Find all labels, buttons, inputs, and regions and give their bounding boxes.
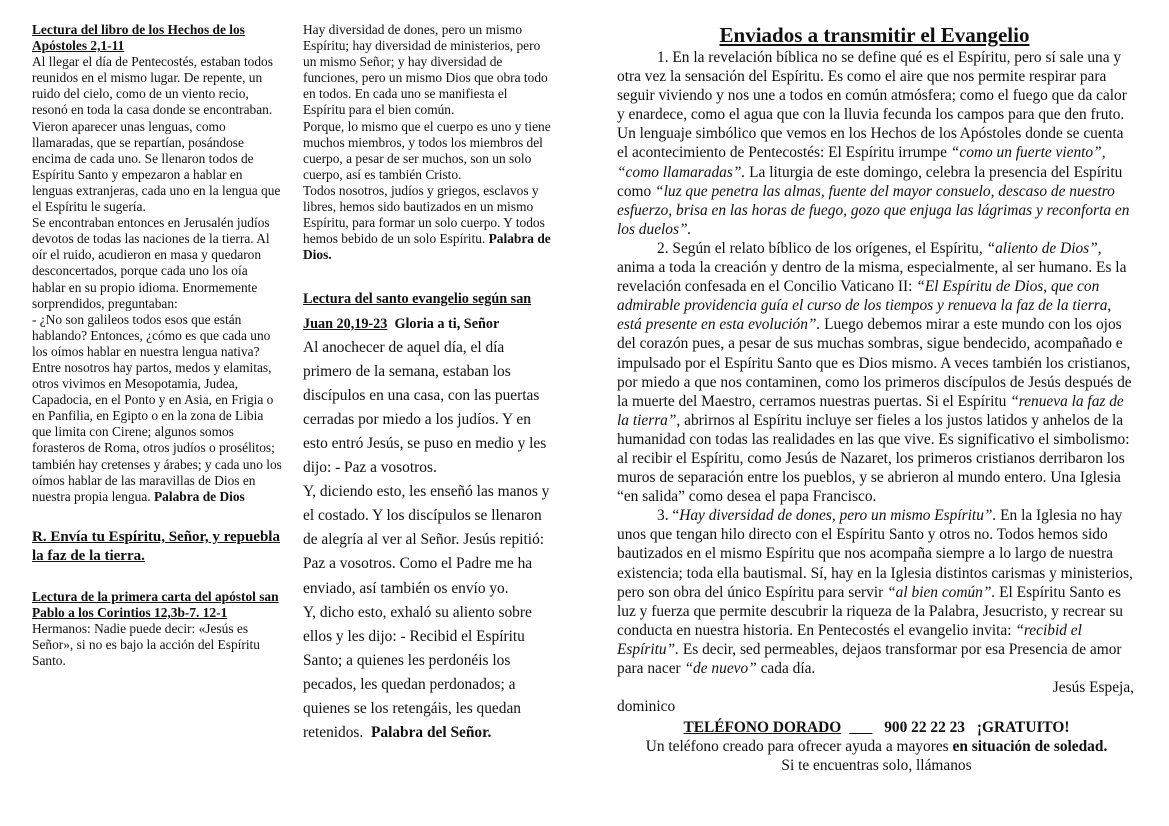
text-run: 1. En la revelación bíblica no se define qué es el Espíritu, pero sí sale una y otra vez la sensación del Espíritu. Es como el aire que nos permite respirar para seguir viviendo y nos une a todos en común atmósfera; como el fuego que da calor y enardece, como el agua que con la lluvia fecunda los campos para que den fruto. Un lenguaje simbólico que vemos en los Hechos de los Apóstoles donde se cuenta el acontecimiento de Pentecostés: El Espíritu irrumpe	[617, 49, 1127, 162]
gospel-acclamation: Gloria a ti, Señor	[394, 315, 500, 332]
commentary-paragraph-2	[617, 239, 1136, 506]
gospel-paragraph: Y, diciendo esto, les enseñó las manos y el costado. Y los discípulos se llenaron de alegría al ver al Señor. Jesús repitió: Paz a vosotros. Como el Padre me ha enviado, así también os envío yo.	[303, 483, 550, 597]
phone-banner	[617, 718, 1136, 737]
italic-quote: “luz que penetra las almas, fuente del mayor consuelo, descaso de nuestro esfuerzo, brisa en las horas de fuego, gozo que enjuga las lágrimas y reconforta en los duelos”.	[617, 182, 1130, 238]
first-reading-text: Entre nosotros hay partos, medos y elamitas, otros vivimos en Mesopotamia, Judea, Capadocia, en el Ponto y en Asia, en Frigia o en Panfilia, en Egipto o en la zona de Libia que limita con Cirene; algunos somos forasteros de Roma, otros judíos o prosélitos; también hay cretenses y árabes; y cada uno los oímos hablar de las maravillas de Dios en nuestra propia lengua.	[32, 359, 282, 504]
second-reading-heading: Lectura de la primera carta del apóstol san Pablo a los Corintios 12,3b-7. 12-1	[32, 588, 279, 620]
commentary-title: Enviados a transmitir el Evangelio	[719, 23, 1030, 47]
first-reading-closing: Palabra de Dios	[153, 488, 245, 504]
italic-quote: “recibid el Espíritu”.	[617, 621, 1082, 658]
signature-line	[617, 678, 1136, 697]
second-reading-closing: Palabra de Dios.	[303, 231, 551, 263]
italic-quote: “renueva la faz de la tierra”,	[617, 392, 1124, 429]
text-run: Luego debemos mirar a este mundo con los ojos del corazón pues, a pesar de sus muchas sombras, sigue bendecido, acompañado e impulsado por el Espíritu Santo que es Dios mismo. A veces también los cristianos, por miedo a que nos contaminen, como los primeros discípulos de Jesús después de la muerte del Maestro, cerramos nuestras puertas. Si el Espíritu	[617, 316, 1132, 410]
first-reading-paragraph: - ¿No son galileos todos esos que están hablando? Entonces, ¿cómo es que cada uno los oímos hablar en nuestra lengua nativa?	[32, 311, 271, 359]
gospel-closing: Palabra del Señor.	[370, 724, 492, 742]
second-reading-paragraph: Hermanos: Nadie puede decir: «Jesús es Señor», si no es bajo la acción del Espíritu Santo.	[32, 621, 260, 669]
text-run: abrirnos al Espíritu incluye ser fieles a los justos latidos y anhelos de la humanidad con todas las realidades en las que vive. Es significativo el simbolismo: al recibir el Espíritu, como Jesús de Nazaret, los primeros cristianos derribaron los muros de separación entre los pueblos, y se abrieron al mundo entero. Una Iglesia “en salida” como desea el papa Francisco.	[617, 411, 1130, 506]
text-run: La liturgia de este domingo, celebra la presencia del Espíritu como	[617, 163, 1123, 200]
phone-description	[617, 737, 1136, 756]
phone-label: TELÉFONO DORADO	[683, 719, 842, 737]
phone-call-to-action: Si te encuentras solo, llámanos	[781, 757, 972, 775]
phone-free: ¡GRATUITO!	[976, 719, 1070, 737]
column-first-reading	[32, 22, 284, 669]
italic-quote: “aliento de Dios”,	[986, 239, 1102, 257]
italic-quote: Hay diversidad de dones, pero un mismo Espíritu”.	[679, 507, 997, 525]
column-commentary	[617, 22, 1136, 776]
italic-quote: “al bien común”.	[887, 583, 996, 601]
gospel-heading: Lectura del santo evangelio según san Juan 20,19-23	[303, 291, 532, 332]
italic-quote: “El Espíritu de Dios, que con admirable providencia guía el curso de los tiempos y renueva la faz de la tierra, está presente en esta evolución”.	[617, 278, 1112, 334]
text-run: En la Iglesia no hay unos que tengan hilo directo con el Espíritu Santo y otros no. Todos hemos sido bautizados en el mismo Espíritu que nos acompaña siempre a lo largo de nuestra existencia; toda ella bautismal. Sí, hay en la Iglesia distintos carismas y ministerios, pero son obra del único Espíritu para servir	[617, 507, 1133, 601]
gospel-text: Y, dicho esto, exhaló su aliento sobre ellos y les dijo: - Recibid el Espíritu Santo; a quienes les perdonéis los pecados, les quedan perdonados; a quienes se los retengáis, les quedan retenidos.	[303, 603, 532, 742]
text-run: anima a toda la creación y dentro de la misma, especialmente, al ser humano. Es la revelación confesada en el Concilio Vaticano II:	[617, 259, 1127, 296]
text-run: El Espíritu Santo es luz y fuerza que permite descubrir la riqueza de la Palabra, Jesucristo, y recrear su conducta en nuestra historia. En Pentecostés el evangelio invita:	[617, 583, 1123, 639]
text-run: Un teléfono creado para ofrecer ayuda a mayores	[645, 738, 953, 756]
author-name: Jesús Espeja,	[1052, 679, 1134, 697]
gospel-heading-line	[303, 287, 553, 335]
author-role: dominico	[617, 698, 676, 716]
text-run: 3. “	[657, 507, 680, 525]
psalm-response: R. Envía tu Espíritu, Señor, y repuebla la faz de la tierra.	[32, 528, 280, 564]
gospel-paragraph: Al anochecer de aquel día, el día primero de la semana, estaban los discípulos en una casa, con las puertas cerradas por miedo a los judíos. Y en esto entró Jesús, se puso en medio y les dijo: - Paz a vosotros.	[303, 338, 547, 477]
commentary-paragraph-3	[617, 506, 1136, 678]
first-reading-paragraph: Se encontraban entonces en Jerusalén judíos devotos de todas las naciones de la tierra. Al oír el ruido, acudieron en masa y quedaron desconcertados, porque cada uno los oía hablar en su propio idioma. Enormemente sorprendidos, preguntaban:	[32, 215, 270, 311]
gospel-paragraph	[303, 601, 553, 746]
first-reading-paragraph: Al llegar el día de Pentecostés, estaban todos reunidos en el mismo lugar. De repente, un ruido del cielo, como de un viento recio, resonó en toda la casa donde se encontraban. Vieron aparecer unas lenguas, como llamaradas, que se repartían, posándose encima de cada uno. Se llenaron todos de Espíritu Santo y empezaron a hablar en lenguas extranjeras, cada uno en la lengua que el Espíritu le sugería.	[32, 54, 281, 215]
phone-number: 900 22 22 23	[884, 719, 966, 737]
first-reading-paragraph	[32, 360, 284, 505]
second-reading-paragraph: Porque, lo mismo que el cuerpo es uno y tiene muchos miembros, y todos los miembros del cuerpo, a pesar de ser muchos, son un solo cuerpo, así es también Cristo.	[303, 118, 551, 182]
second-reading-paragraph	[303, 183, 553, 263]
commentary-paragraph-1	[617, 48, 1136, 239]
italic-quote: “como un fuerte viento”, “como llamaradas”.	[617, 144, 1106, 181]
column-second-reading-gospel	[303, 22, 553, 745]
second-reading-text: Todos nosotros, judíos y griegos, esclavos y libres, hemos sido bautizados en un mismo Espíritu, para formar un solo cuerpo. Y todos hemos bebido de un solo Espíritu.	[303, 182, 545, 247]
first-reading-heading: Lectura del libro de los Hechos de los Apóstoles 2,1-11	[32, 22, 245, 54]
italic-quote: “de nuevo”	[684, 660, 757, 677]
text-run: 2. Según el relato bíblico de los orígenes, el Espíritu,	[657, 239, 987, 257]
text-run: cada día.	[756, 660, 816, 677]
text-run: Es decir, sed permeables, dejaos transformar por esa Presencia de amor para nacer	[617, 640, 1122, 677]
bold-run: en situación de soledad.	[952, 738, 1108, 756]
second-reading-paragraph: Hay diversidad de dones, pero un mismo Espíritu; hay diversidad de ministerios, pero un mismo Señor; y hay diversidad de funciones, pero un mismo Dios que obra todo en todos. En cada uno se manifiesta el Espíritu para el bien común.	[303, 22, 548, 118]
